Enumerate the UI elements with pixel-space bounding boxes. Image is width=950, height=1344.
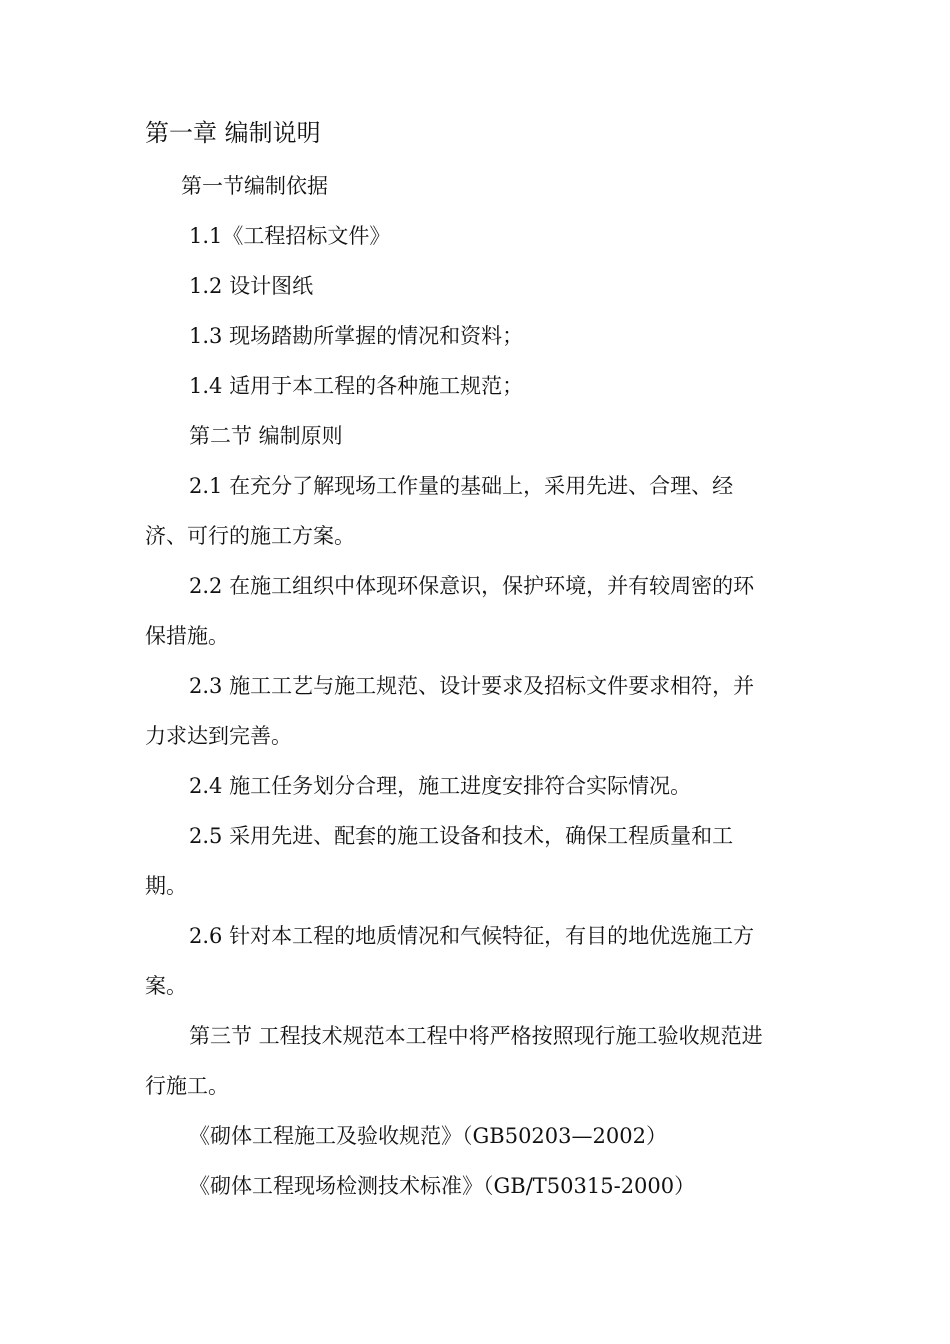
principle-2-2-line1: 2.2 在施工组织中体现环保意识，保护环境，并有较周密的环 <box>189 574 755 598</box>
principle-2-3-line2: 力求达到完善。 <box>145 724 292 748</box>
chapter-title: 第一章 编制说明 <box>145 119 321 147</box>
standard-item-2: 《砌体工程现场检测技术标准》（GB/T50315-2000） <box>189 1174 696 1198</box>
section-title-standards-line2: 行施工。 <box>145 1074 229 1098</box>
section-title-basis: 第一节编制依据 <box>181 174 328 198</box>
section-title-standards-line1: 第三节 工程技术规范本工程中将严格按照现行施工验收规范进 <box>189 1024 763 1048</box>
standard-item-1: 《砌体工程施工及验收规范》（GB50203—2002） <box>189 1124 667 1148</box>
principle-2-1-line2: 济、可行的施工方案。 <box>145 524 355 548</box>
principle-2-1-line1: 2.1 在充分了解现场工作量的基础上，采用先进、合理、经 <box>189 474 734 498</box>
basis-item-1: 1.1《工程招标文件》 <box>189 224 391 248</box>
principle-2-2-line2: 保措施。 <box>145 624 229 648</box>
principle-2-6-line2: 案。 <box>145 974 187 998</box>
basis-item-2: 1.2 设计图纸 <box>189 274 314 298</box>
basis-item-3: 1.3 现场踏勘所掌握的情况和资料； <box>189 324 524 348</box>
basis-item-4: 1.4 适用于本工程的各种施工规范； <box>189 374 524 398</box>
principle-2-6-line1: 2.6 针对本工程的地质情况和气候特征，有目的地优选施工方 <box>189 924 755 948</box>
section-title-principles: 第二节 编制原则 <box>189 424 343 448</box>
principle-2-4-line1: 2.4 施工任务划分合理，施工进度安排符合实际情况。 <box>189 774 692 798</box>
principle-2-5-line1: 2.5 采用先进、配套的施工设备和技术，确保工程质量和工 <box>189 824 734 848</box>
principle-2-3-line1: 2.3 施工工艺与施工规范、设计要求及招标文件要求相符，并 <box>189 674 755 698</box>
principle-2-5-line2: 期。 <box>145 874 187 898</box>
